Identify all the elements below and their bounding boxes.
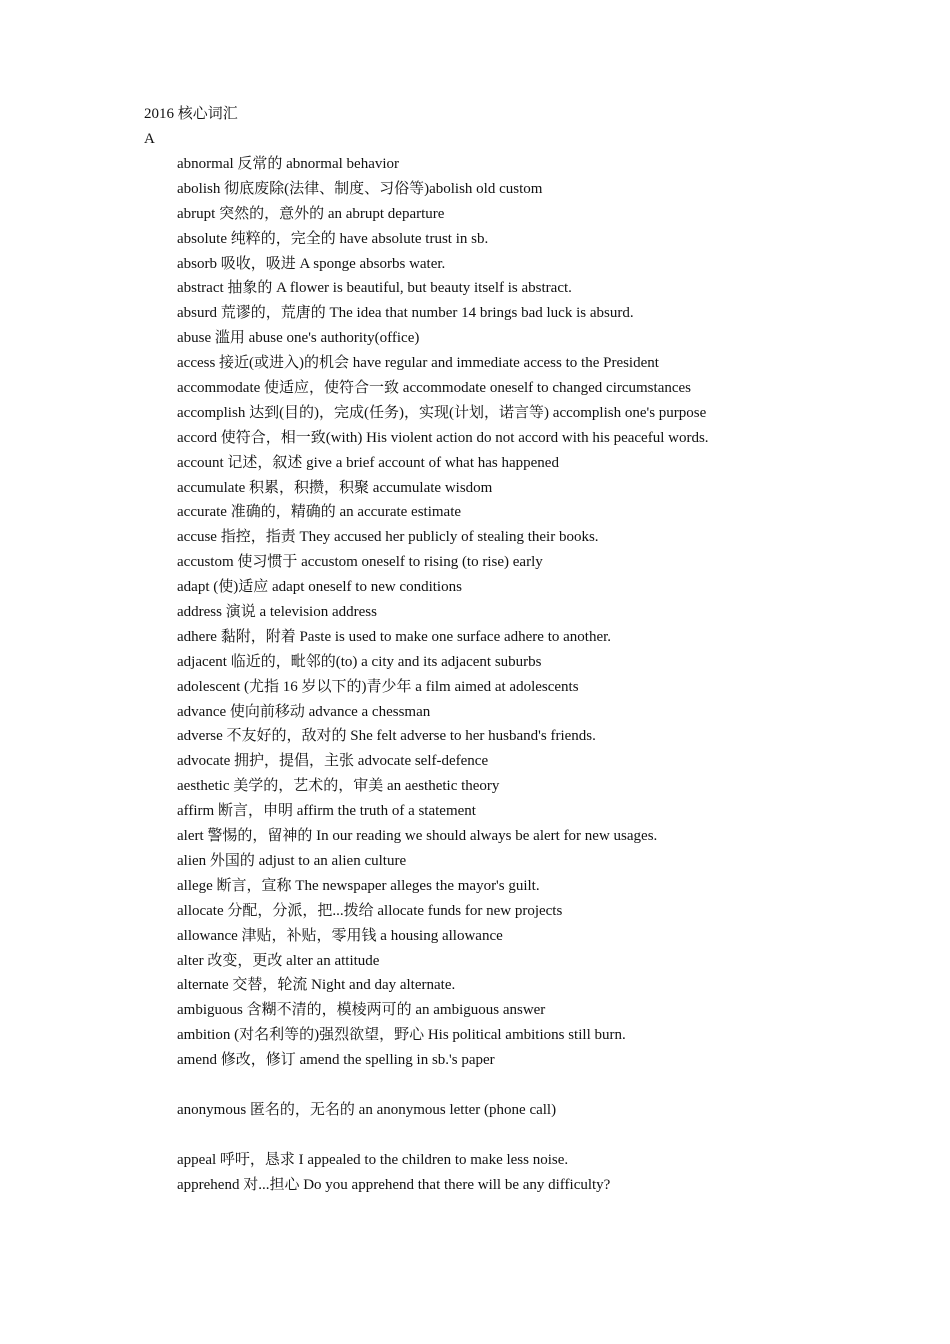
vocabulary-entry: abrupt 突然的，意外的 an abrupt departure bbox=[177, 205, 445, 222]
vocabulary-entry: alternate 交替，轮流 Night and day alternate. bbox=[177, 977, 456, 994]
document-title: 2016 核心词汇 bbox=[144, 106, 238, 122]
vocabulary-entry: access 接近(或进入)的机会 have regular and immediate access to the President bbox=[177, 355, 659, 372]
vocabulary-entry: abuse 滥用 abuse one's authority(office) bbox=[177, 330, 420, 347]
vocabulary-entry: accustom 使习惯于 accustom oneself to rising (to rise) early bbox=[177, 554, 543, 571]
vocabulary-entry: alter 改变，更改 alter an attitude bbox=[177, 952, 380, 969]
vocabulary-entry: aesthetic 美学的，艺术的，审美 an aesthetic theory bbox=[177, 778, 500, 795]
vocabulary-entry: alien 外国的 adjust to an alien culture bbox=[177, 852, 407, 869]
vocabulary-entry: allege 断言，宣称 The newspaper alleges the mayor's guilt. bbox=[177, 877, 540, 894]
blank-line bbox=[177, 1123, 937, 1148]
vocabulary-entry: allocate 分配，分派，把...拨给 allocate funds for new projects bbox=[177, 902, 563, 919]
blank-line bbox=[177, 1073, 937, 1098]
vocabulary-entry: accumulate 积累，积攒，积聚 accumulate wisdom bbox=[177, 479, 493, 496]
vocabulary-entry: accord 使符合，相一致(with) His violent action do not accord with his peaceful words. bbox=[177, 429, 709, 446]
vocabulary-entry: accuse 指控，指责 They accused her publicly of stealing their books. bbox=[177, 529, 599, 546]
vocabulary-entry: abstract 抽象的 A flower is beautiful, but beauty itself is abstract. bbox=[177, 280, 572, 297]
vocabulary-entry: absorb 吸收，吸进 A sponge absorbs water. bbox=[177, 255, 446, 272]
vocabulary-entry: advocate 拥护，提倡，主张 advocate self-defence bbox=[177, 753, 489, 770]
vocabulary-entry: accommodate 使适应，使符合一致 accommodate oneself to changed circumstances bbox=[177, 380, 691, 397]
vocabulary-entry: affirm 断言，申明 affirm the truth of a statement bbox=[177, 803, 476, 820]
vocabulary-entry: appeal 呼吁，恳求 I appealed to the children to make less noise. bbox=[177, 1151, 569, 1168]
vocabulary-entry: allowance 津贴，补贴，零用钱 a housing allowance bbox=[177, 927, 503, 944]
vocabulary-entry: absurd 荒谬的，荒唐的 The idea that number 14 brings bad luck is absurd. bbox=[177, 305, 634, 322]
vocabulary-entry: adhere 黏附，附着 Paste is used to make one surface adhere to another. bbox=[177, 628, 612, 645]
vocabulary-entry: address 演说 a television address bbox=[177, 604, 377, 621]
vocabulary-entry: account 记述，叙述 give a brief account of what has happened bbox=[177, 454, 559, 471]
vocabulary-entry: accomplish 达到(目的)，完成(任务)，实现(计划，诺言等) accomplish one's purpose bbox=[177, 404, 707, 421]
vocabulary-entry: abolish 彻底废除(法律、制度、习俗等)abolish old custom bbox=[177, 180, 543, 197]
vocabulary-entry: adjacent 临近的，毗邻的(to) a city and its adjacent suburbs bbox=[177, 653, 542, 670]
vocabulary-entry: accurate 准确的，精确的 an accurate estimate bbox=[177, 504, 462, 521]
vocabulary-entry: apprehend 对...担心 Do you apprehend that there will be any difficulty? bbox=[177, 1176, 611, 1193]
vocabulary-entry: absolute 纯粹的，完全的 have absolute trust in sb. bbox=[177, 230, 489, 247]
vocabulary-list bbox=[177, 152, 937, 1197]
vocabulary-entry: abnormal 反常的 abnormal behavior bbox=[177, 156, 400, 172]
vocabulary-entry: adapt (使)适应 adapt oneself to new conditions bbox=[177, 579, 462, 596]
vocabulary-entry: adverse 不友好的，敌对的 She felt adverse to her husband's friends. bbox=[177, 728, 596, 745]
vocabulary-entry: ambiguous 含糊不清的，模棱两可的 an ambiguous answer bbox=[177, 1002, 546, 1019]
vocabulary-entry: alert 警惕的，留神的 In our reading we should always be alert for new usages. bbox=[177, 828, 658, 845]
section-heading: A bbox=[144, 131, 155, 147]
vocabulary-entry: advance 使向前移动 advance a chessman bbox=[177, 703, 431, 720]
vocabulary-entry: anonymous 匿名的，无名的 an anonymous letter (phone call) bbox=[177, 1101, 557, 1118]
vocabulary-entry: adolescent (尤指 16 岁以下的)青少年 a film aimed at adolescents bbox=[177, 678, 579, 695]
vocabulary-entry: amend 修改，修订 amend the spelling in sb.'s paper bbox=[177, 1052, 495, 1069]
vocabulary-entry: ambition (对名利等的)强烈欲望，野心 His political ambitions still burn. bbox=[177, 1027, 626, 1044]
